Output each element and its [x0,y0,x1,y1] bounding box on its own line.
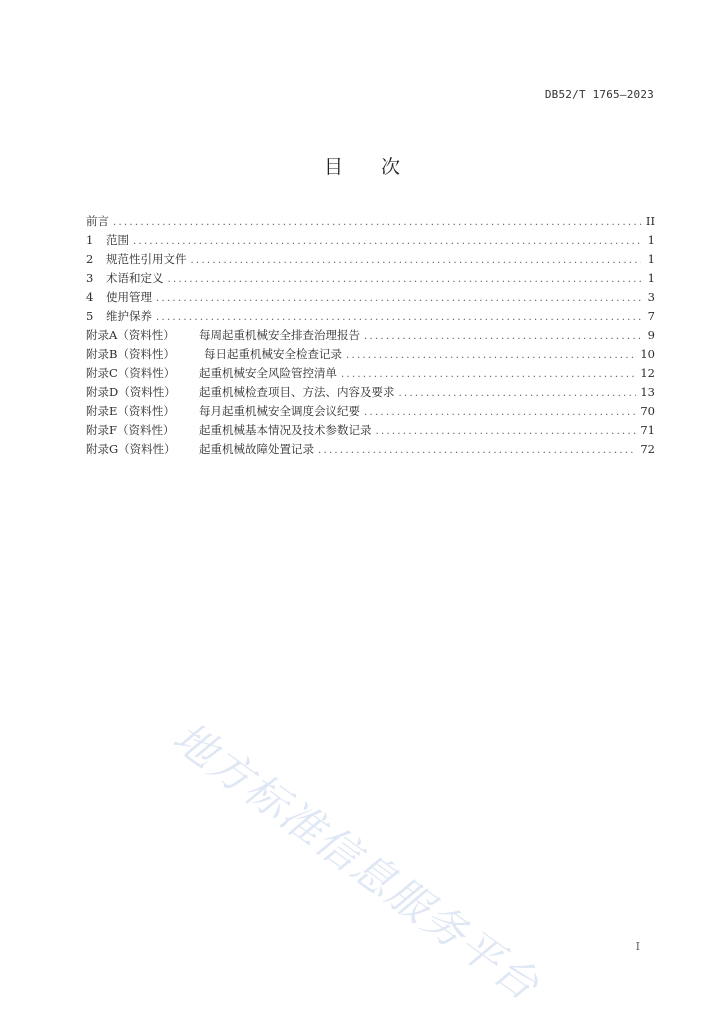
toc-entry[interactable] [86,421,655,440]
toc-entry[interactable] [86,269,655,288]
toc-entry-label: 范围 [106,233,129,247]
toc-leader-dots [156,289,641,308]
toc-leader-dots [113,213,641,232]
toc-entry[interactable] [86,345,655,364]
toc-entry[interactable] [86,307,655,326]
toc-entry-label: 每周起重机械安全排查治理报告 [199,328,360,342]
toc-entry-appendix-prefix: 附录A（资料性） [86,328,175,342]
toc-leader-dots [318,441,636,460]
toc-entry-page: 7 [647,309,655,323]
toc-entry-appendix-prefix: 附录G（资料性） [86,442,176,456]
page-number: I [635,940,640,953]
toc-entry-number: 2 [86,252,94,266]
toc-entry-appendix-prefix: 附录F（资料性） [86,423,175,437]
toc-entry-page: II [645,214,655,228]
toc-leader-dots [364,403,636,422]
toc-entry-page: 71 [640,423,655,437]
toc-entry-number: 1 [86,233,94,247]
toc-leader-dots [364,327,641,346]
toc-entry-label: 起重机械检查项目、方法、内容及要求 [199,385,395,399]
toc-entry-number: 3 [86,271,94,285]
toc-entry[interactable] [86,383,655,402]
toc-leader-dots [133,232,641,251]
toc-entry-page: 1 [647,271,655,285]
toc-entry[interactable] [86,364,655,383]
toc-entry-label: 起重机械故障处置记录 [199,442,314,456]
toc-entry[interactable] [86,288,655,307]
toc-entry-label: 前言 [86,214,109,228]
toc-entry-page: 10 [640,347,655,361]
toc-leader-dots [341,365,636,384]
toc-entry-page: 9 [647,328,655,342]
toc-entry-number: 5 [86,309,94,323]
toc-entry[interactable] [86,402,655,421]
toc-leader-dots [376,422,637,441]
toc-entry-label: 维护保养 [106,309,152,323]
watermark: 地方标准信息服务平台 [164,712,549,1011]
toc-entry-label: 规范性引用文件 [106,252,187,266]
toc-entry-appendix-prefix: 附录C（资料性） [86,366,176,380]
toc-entry[interactable] [86,326,655,345]
table-of-contents [86,212,655,459]
toc-entry-page: 12 [640,366,655,380]
toc-entry-number: 4 [86,290,94,304]
toc-entry-page: 1 [647,233,655,247]
toc-leader-dots [191,251,642,270]
toc-entry-appendix-prefix: 附录E（资料性） [86,404,175,418]
toc-entry-label: 每日起重机械安全检查记录 [204,347,342,361]
standard-code: DB52/T 1765—2023 [544,88,654,101]
toc-entry[interactable] [86,231,655,250]
toc-entry-page: 3 [647,290,655,304]
toc-entry-label: 起重机械安全风险管控清单 [199,366,337,380]
toc-entry-appendix-prefix: 附录D（资料性） [86,385,176,399]
toc-entry-label: 使用管理 [106,290,152,304]
toc-leader-dots [346,346,636,365]
toc-entry-label: 每月起重机械安全调度会议纪要 [199,404,360,418]
toc-entry-label: 起重机械基本情况及技术参数记录 [199,423,372,437]
toc-leader-dots [156,308,641,327]
toc-entry-page: 1 [647,252,655,266]
toc-entry-appendix-prefix: 附录B（资料性） [86,347,175,361]
toc-entry-label: 术语和定义 [106,271,164,285]
toc-entry[interactable] [86,212,655,231]
toc-entry-page: 72 [640,442,655,456]
toc-entry-page: 70 [640,404,655,418]
toc-entry[interactable] [86,250,655,269]
toc-entry-page: 13 [640,385,655,399]
toc-entry[interactable] [86,440,655,459]
toc-leader-dots [399,384,637,403]
toc-leader-dots [168,270,642,289]
page-title: 目次 [323,156,438,178]
